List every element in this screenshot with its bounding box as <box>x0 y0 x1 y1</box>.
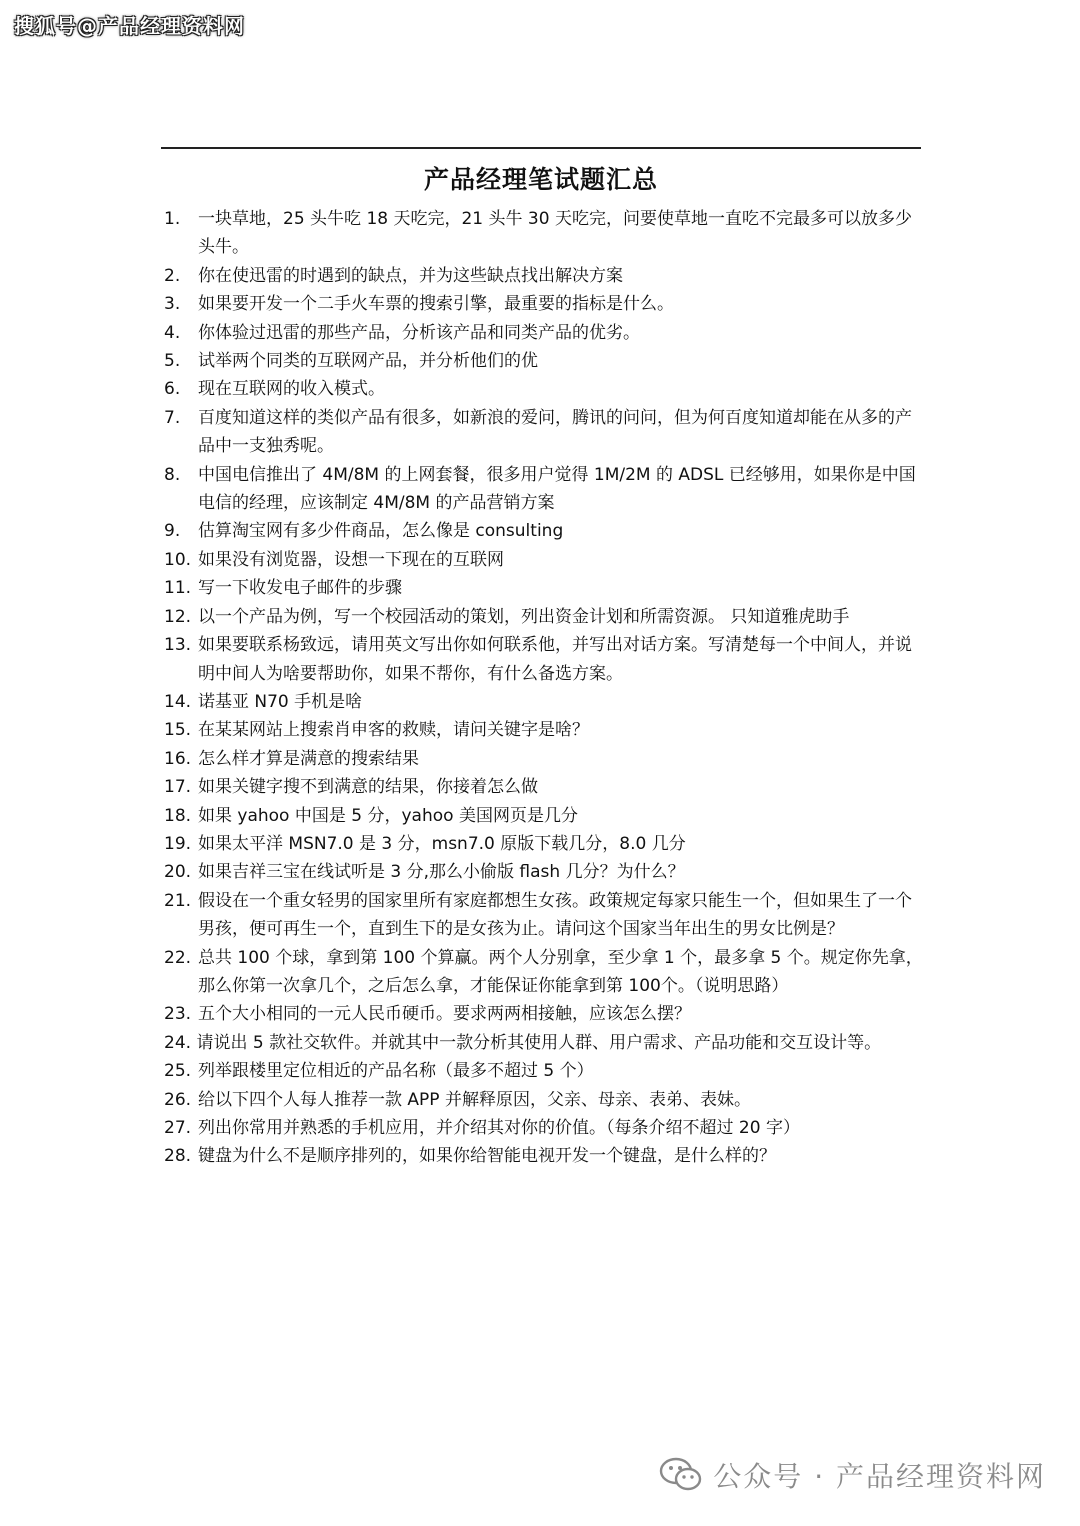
question-number: 22. <box>164 947 192 968</box>
question-item <box>164 375 924 403</box>
question-number: 25. <box>164 1061 192 1082</box>
question-item <box>164 319 924 347</box>
question-number: 23. <box>164 1004 192 1025</box>
question-text: 怎么样才算是满意的搜索结果 <box>198 748 419 769</box>
question-item <box>164 1029 924 1057</box>
question-item <box>164 262 924 290</box>
question-text: 中国电信推出了 4M/8M 的上网套餐，很多用户觉得 1M/2M 的 ADSL 已经够用，如果你是中国电信的经理，应该制定 4M/8M 的产品营销方案 <box>198 464 916 514</box>
question-item <box>164 517 924 545</box>
question-item <box>164 858 924 886</box>
question-number: 14. <box>164 691 192 712</box>
question-item <box>164 404 924 461</box>
question-text: 百度知道这样的类似产品有很多，如新浪的爱问，腾讯的问问，但为何百度知道却能在从多的产品中一支独秀呢。 <box>198 407 912 457</box>
question-item <box>164 1057 924 1085</box>
question-text: 写一下收发电子邮件的步骤 <box>198 578 402 599</box>
watermark-top: 搜狐号@产品经理资料网 <box>14 14 245 38</box>
question-number: 12. <box>164 606 192 627</box>
question-text: 列出你常用并熟悉的手机应用，并介绍其对你的价值。（每条介绍不超过 20 字） <box>198 1118 800 1138</box>
question-text: 如果要联系杨致远，请用英文写出你如何联系他，并写出对话方案。写清楚每一个中间人，并说明中间人为啥要帮助你，如果不帮你，有什么备选方案。 <box>198 635 912 684</box>
question-number: 26. <box>164 1089 192 1110</box>
question-number: 28. <box>164 1146 192 1167</box>
question-number: 27. <box>164 1118 192 1138</box>
question-item <box>164 1142 924 1170</box>
question-number: 5. <box>164 351 181 372</box>
question-item <box>164 631 924 688</box>
question-item <box>164 688 924 716</box>
document-title: 产品经理笔试题汇总 <box>423 165 658 194</box>
question-text: 你在使迅雷的时遇到的缺点，并为这些缺点找出解决方案 <box>198 265 623 286</box>
question-number: 13. <box>164 635 192 656</box>
question-number: 15. <box>164 720 192 741</box>
question-number: 6. <box>164 379 181 400</box>
question-text: 一块草地，25 头牛吃 18 天吃完，21 头牛 30 天吃完，问要使草地一直吃不完最多可以放多少头牛。 <box>198 209 912 258</box>
question-text: 现在互联网的收入模式。 <box>198 379 385 400</box>
question-text: 如果吉祥三宝在线试听是 3 分,那么小偷版 flash 几分？为什么？ <box>198 862 685 883</box>
question-number: 2. <box>164 265 181 286</box>
wechat-icon <box>659 1457 703 1493</box>
question-item <box>164 1000 924 1028</box>
question-item <box>164 461 924 518</box>
question-number: 18. <box>164 805 192 826</box>
question-text: 如果没有浏览器，设想一下现在的互联网 <box>198 549 504 570</box>
question-text: 键盘为什么不是顺序排列的，如果你给智能电视开发一个键盘，是什么样的？ <box>198 1146 776 1167</box>
question-number: 10. <box>164 549 192 570</box>
question-item <box>164 290 924 318</box>
question-text: 你体验过迅雷的那些产品，分析该产品和同类产品的优劣。 <box>198 322 640 343</box>
question-text: 总共 100 个球，拿到第 100 个算赢。两个人分别拿，至少拿 1 个，最多拿 5 个。规定你先拿，那么你第一次拿几个，之后怎么拿，才能保证你能拿到第 100个。（说明思路） <box>198 947 923 996</box>
question-text: 假设在一个重女轻男的国家里所有家庭都想生女孩。政策规定每家只能生一个，但如果生了一个男孩，便可再生一个，直到生下的是女孩为止。请问这个国家当年出生的男女比例是？ <box>198 890 912 940</box>
question-number: 11. <box>164 578 192 599</box>
question-number: 4. <box>164 322 181 343</box>
question-number: 19. <box>164 833 192 854</box>
question-number: 1. <box>164 209 181 229</box>
question-item <box>164 603 924 631</box>
question-item <box>164 745 924 773</box>
question-number: 9. <box>164 521 181 542</box>
question-number: 16. <box>164 748 192 769</box>
question-text: 列举跟楼里定位相近的产品名称（最多不超过 5 个） <box>198 1061 594 1082</box>
question-text: 试举两个同类的互联网产品，并分析他们的优 <box>198 351 538 372</box>
question-text: 给以下四个人每人推荐一款 APP 并解释原因，父亲、母亲、表弟、表妹。 <box>198 1089 751 1110</box>
question-number: 7. <box>164 407 181 428</box>
question-text: 在某某网站上搜索肖申客的救赎，请问关键字是啥？ <box>198 720 589 741</box>
question-item <box>164 1086 924 1114</box>
question-text: 请说出 5 款社交软件。并就其中一款分析其使用人群、用户需求、产品功能和交互设计等。 <box>196 1032 882 1053</box>
question-number: 24. <box>164 1032 192 1053</box>
watermark-bottom-text: 公众号 · 产品经理资料网 <box>713 1460 1046 1493</box>
question-item <box>164 347 924 375</box>
question-item <box>164 205 924 262</box>
question-item <box>164 773 924 801</box>
question-item <box>164 887 924 944</box>
question-text: 五个大小相同的一元人民币硬币。要求两两相接触，应该怎么摆？ <box>198 1004 691 1025</box>
question-text: 如果太平洋 MSN7.0 是 3 分，msn7.0 原版下载几分，8.0 几分 <box>198 833 686 854</box>
question-number: 20. <box>164 862 192 883</box>
question-list <box>164 205 924 1171</box>
question-item <box>164 944 924 1001</box>
question-item <box>164 546 924 574</box>
question-number: 3. <box>164 294 181 315</box>
question-item <box>164 716 924 744</box>
question-text: 估算淘宝网有多少件商品，怎么像是 consulting <box>198 521 564 542</box>
question-item <box>164 574 924 602</box>
question-text: 如果 yahoo 中国是 5 分，yahoo 美国网页是几分 <box>198 805 578 826</box>
question-number: 8. <box>164 464 181 485</box>
watermark-bottom <box>659 1455 1046 1495</box>
title-rule <box>161 147 921 149</box>
question-text: 如果要开发一个二手火车票的搜索引擎，最重要的指标是什么。 <box>198 294 674 315</box>
question-text: 以一个产品为例，写一个校园活动的策划，列出资金计划和所需资源。 只知道雅虎助手 <box>198 606 850 627</box>
question-item <box>164 830 924 858</box>
question-item <box>164 802 924 830</box>
question-text: 诺基亚 N70 手机是啥 <box>198 691 363 712</box>
question-number: 21. <box>164 890 192 911</box>
question-item <box>164 1114 924 1142</box>
question-text: 如果关键字搜不到满意的结果，你接着怎么做 <box>198 777 538 798</box>
question-number: 17. <box>164 777 192 798</box>
